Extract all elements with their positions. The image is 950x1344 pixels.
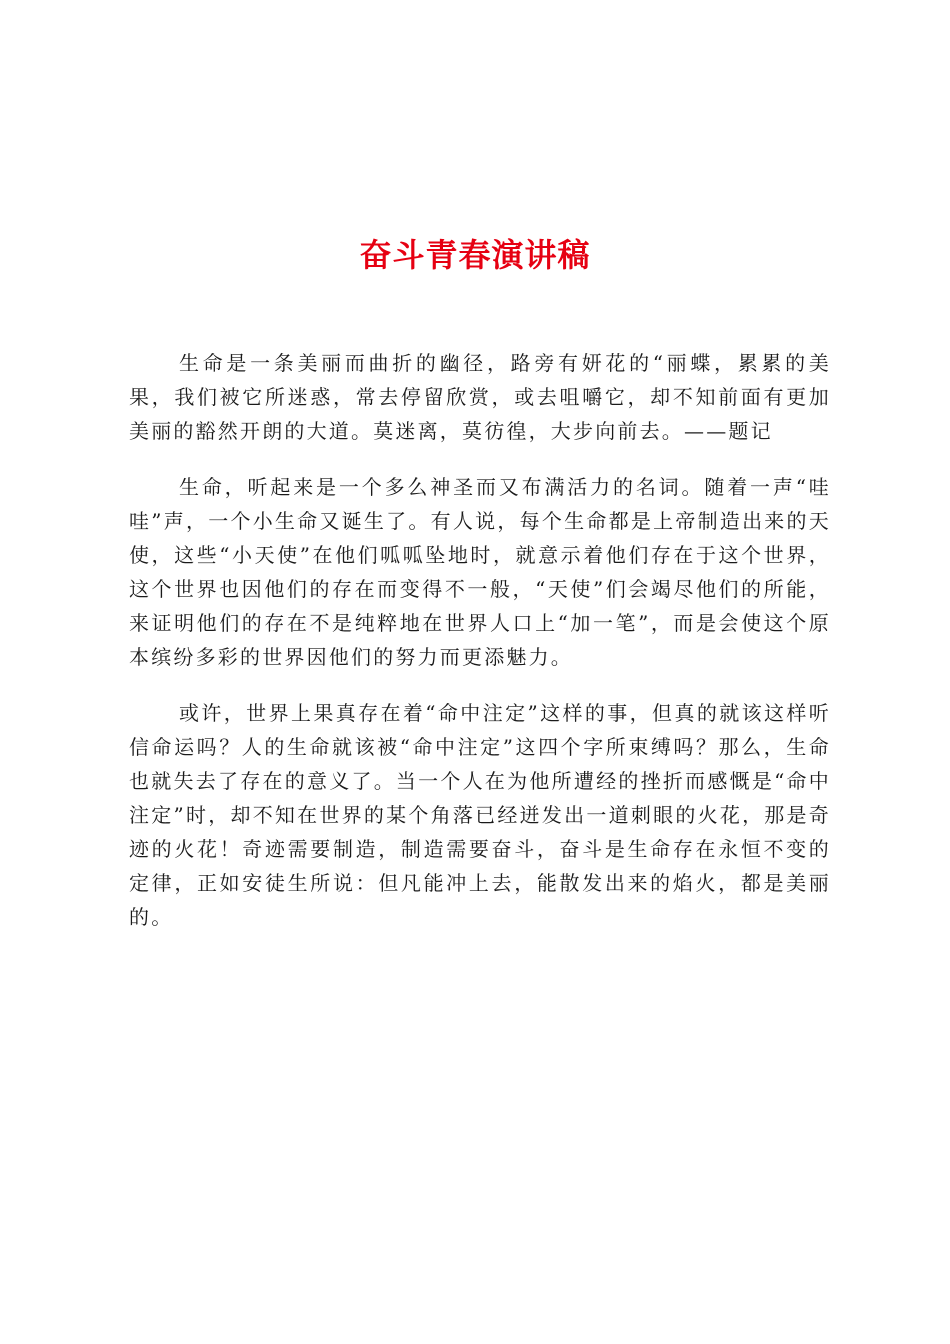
- paragraph-epigraph: 生命是一条美丽而曲折的幽径，路旁有妍花的“丽蝶，累累的美果，我们被它所迷惑，常去停留欣赏，或去咀嚼它，却不知前面有更加美丽的豁然开朗的大道。莫迷离，莫彷徨，大步向前去。——题记: [129, 351, 831, 443]
- document-body: [129, 346, 831, 934]
- document-title: 奋斗青春演讲稿: [359, 236, 591, 275]
- paragraph-destiny: 或许，世界上果真存在着“命中注定”这样的事，但真的就该这样听信命运吗？人的生命就该被“命中注定”这四个字所束缚吗？那么，生命也就失去了存在的意义了。当一个人在为他所遭经的挫折而感慨是“命中注定”时，却不知在世界的某个角落已经迸发出一道刺眼的火花，那是奇迹的火花！奇迹需要制造，制造需要奋斗，奋斗是生命存在永恒不变的定律，正如安徒生所说：但凡能冲上去，能散发出来的焰火，都是美丽的。: [129, 701, 831, 929]
- paragraph-life: 生命，听起来是一个多么神圣而又布满活力的名词。随着一声“哇哇”声，一个小生命又诞生了。有人说，每个生命都是上帝制造出来的天使，这些“小天使”在他们呱呱坠地时，就意示着他们存在于这个世界，这个世界也因他们的存在而变得不一般，“天使”们会竭尽他们的所能，来证明他们的存在不是纯粹地在世界人口上“加一笔”，而是会使这个原本缤纷多彩的世界因他们的努力而更添魅力。: [129, 475, 831, 669]
